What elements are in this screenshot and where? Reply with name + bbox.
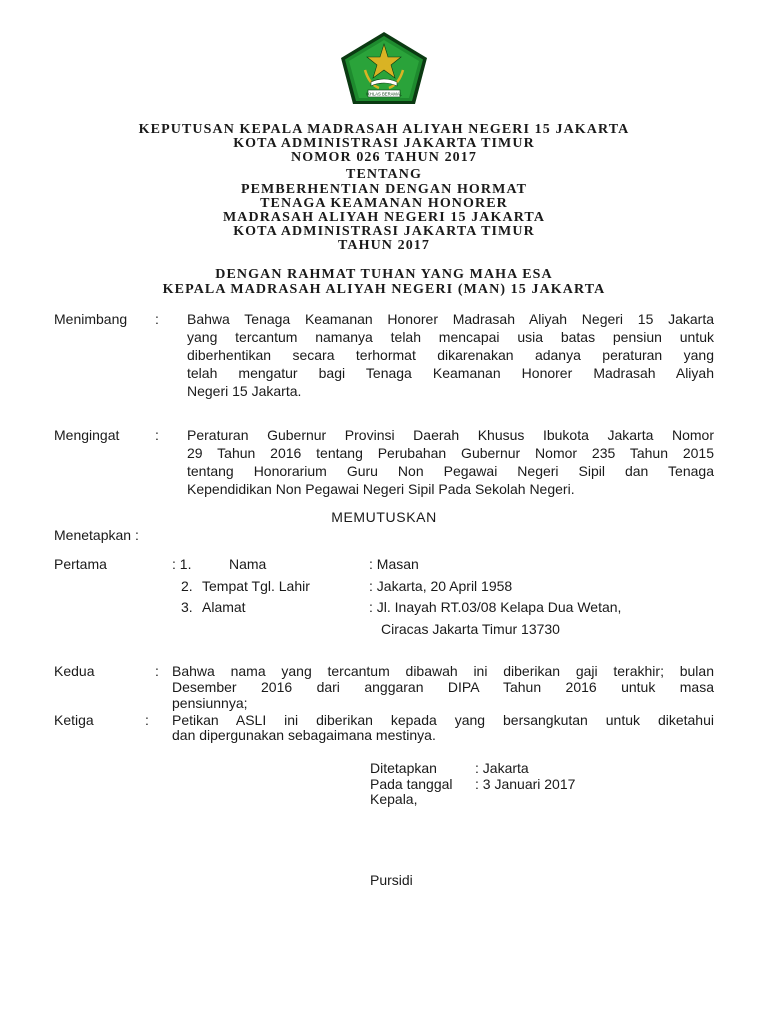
kemenag-logo	[335, 30, 433, 108]
menetapkan-label: Menetapkan :	[54, 527, 139, 543]
mengingat-line-4: Kependidikan Non Pegawai Negeri Sipil Pada Sekolah Negeri.	[187, 481, 575, 497]
pertama-item-1-value: : Masan	[369, 556, 419, 572]
memutuskan-heading: MEMUTUSKAN	[331, 509, 437, 525]
menimbang-line-5: Negeri 15 Jakarta.	[187, 383, 302, 399]
kedua-line-2: Desember 2016 dari anggaran DIPA Tahun 2016 untuk masa	[172, 679, 714, 695]
blessing-line-2: KEPALA MADRASAH ALIYAH NEGERI (MAN) 15 JAKARTA	[162, 282, 606, 297]
menimbang-line-4: telah mengatur bagi Tenaga Keamanan Honorer Madrasah Aliyah	[187, 365, 714, 381]
blessing-line-1: DENGAN RAHMAT TUHAN YANG MAHA ESA	[215, 267, 553, 282]
title-line-9: TAHUN 2017	[337, 238, 431, 253]
mengingat-line-1: Peraturan Gubernur Provinsi Daerah Khusus Ibukota Jakarta Nomor	[187, 427, 714, 443]
mengingat-label: Mengingat	[54, 427, 120, 443]
menimbang-line-3: diberhentikan secara terhormat dikarenakan adanya peraturan yang	[187, 347, 714, 363]
mengingat-line-3: tentang Honorarium Guru Non Pegawai Negeri Sipil dan Tenaga	[187, 463, 714, 479]
ditetapkan-label: Ditetapkan	[370, 760, 437, 776]
kedua-line-3: pensiunnya;	[172, 695, 248, 711]
pertama-item-3-field: Alamat	[202, 599, 246, 615]
kedua-line-1: Bahwa nama yang tercantum dibawah ini diberikan gaji terakhir; bulan	[172, 663, 714, 679]
pertama-item-1-prefix: : 1.	[172, 556, 192, 572]
title-line-5: PEMBERHENTIAN DENGAN HORMAT	[240, 182, 528, 197]
ditetapkan-value: : Jakarta	[475, 760, 529, 776]
title-line-2: KOTA ADMINISTRASI JAKARTA TIMUR	[233, 136, 535, 151]
ketiga-label: Ketiga	[54, 712, 94, 728]
mengingat-colon: :	[155, 427, 159, 443]
kedua-label: Kedua	[54, 663, 95, 679]
kepala-label: Kepala,	[370, 791, 418, 807]
pertama-item-2-value: : Jakarta, 20 April 1958	[369, 578, 513, 594]
kedua-colon: :	[155, 663, 159, 679]
menimbang-line-1: Bahwa Tenaga Keamanan Honorer Madrasah Aliyah Negeri 15 Jakarta	[187, 311, 714, 327]
ketiga-line-2: dan dipergunakan sebagaimana mestinya.	[172, 727, 436, 743]
ketiga-colon: :	[145, 712, 149, 728]
menimbang-label: Menimbang	[54, 311, 128, 327]
title-line-3: NOMOR 026 TAHUN 2017	[291, 150, 477, 165]
pertama-address-cont: Ciracas Jakarta Timur 13730	[381, 621, 560, 637]
pertama-item-3-prefix: 3.	[181, 599, 193, 615]
title-line-1: KEPUTUSAN KEPALA MADRASAH ALIYAH NEGERI 15 JAKARTA	[138, 122, 630, 137]
mengingat-line-2: 29 Tahun 2016 tentang Perubahan Gubernur Nomor 235 Tahun 2015	[187, 445, 714, 461]
tanggal-value: : 3 Januari 2017	[475, 776, 576, 792]
menimbang-colon: :	[155, 311, 159, 327]
ketiga-line-1: Petikan ASLI ini diberikan kepada yang bersangkutan untuk diketahui	[172, 712, 714, 728]
title-line-6: TENAGA KEAMANAN HONORER	[260, 196, 508, 211]
signatory-name: Pursidi	[370, 872, 413, 888]
pertama-item-3-value: : Jl. Inayah RT.03/08 Kelapa Dua Wetan,	[369, 599, 622, 615]
pertama-item-2-field: Tempat Tgl. Lahir	[202, 578, 310, 594]
pertama-item-2-prefix: 2.	[181, 578, 193, 594]
menimbang-line-2: yang tercantum namanya telah mencapai usia batas pensiun untuk	[187, 329, 714, 345]
title-line-8: KOTA ADMINISTRASI JAKARTA TIMUR	[233, 224, 535, 239]
tanggal-label: Pada tanggal	[370, 776, 453, 792]
logo-ribbon-text: IKHLAS BERAMAL	[365, 91, 403, 97]
pertama-label: Pertama	[54, 556, 107, 572]
title-line-7: MADRASAH ALIYAH NEGERI 15 JAKARTA	[222, 210, 546, 225]
title-line-4: TENTANG	[346, 167, 422, 182]
pertama-item-1-field: Nama	[229, 556, 267, 572]
